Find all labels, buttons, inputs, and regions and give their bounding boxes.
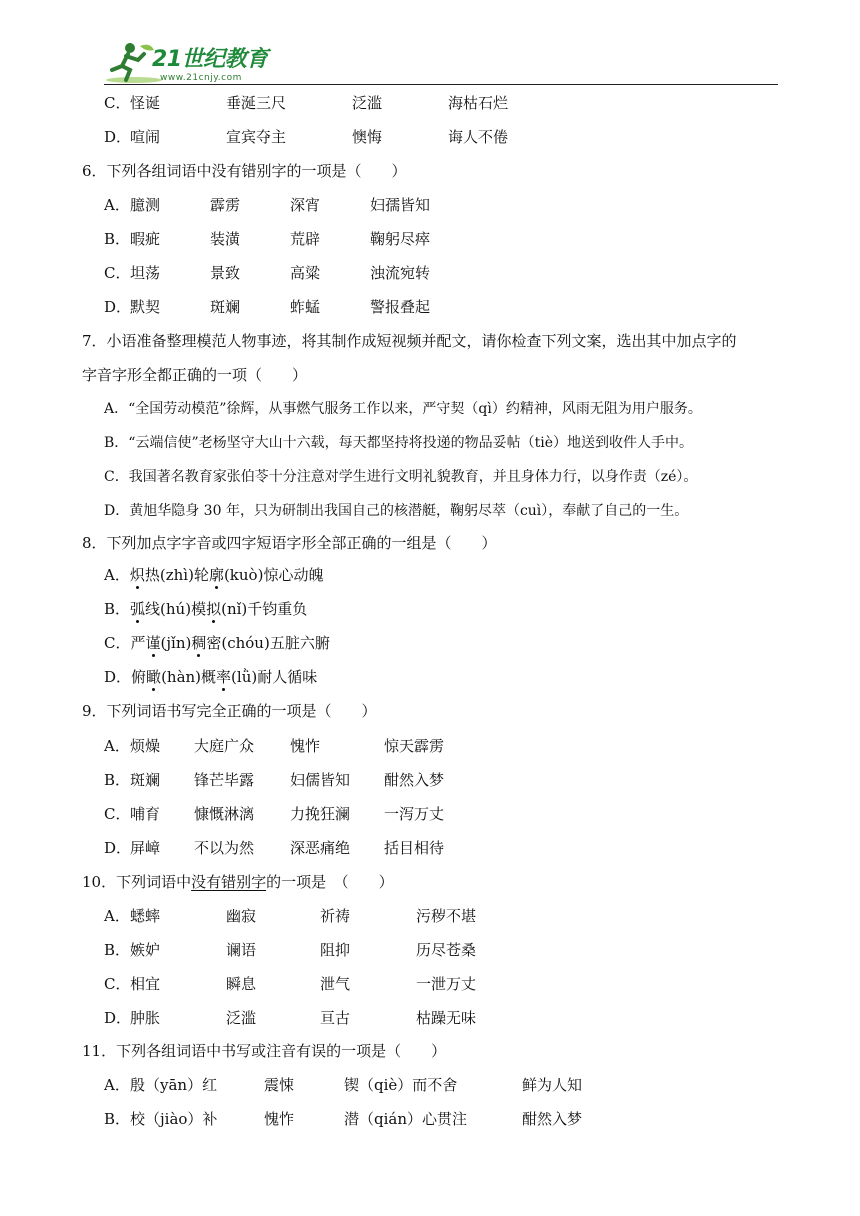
option-word: 宣宾夺主 [226,128,287,146]
dotted-char: 拟 [206,600,222,618]
option-word: 哺育 [130,805,161,823]
option-word: 鞠躬尽瘁 [370,230,431,248]
option-label: D． [104,298,132,316]
option-word: 斑斓 [210,298,241,316]
dotted-char: 炽 [129,566,145,584]
option-word: 高粱 [290,264,321,282]
option-row [104,565,323,587]
option-text: (kuò)惊心动魄 [223,566,324,584]
option-word: 锲（qiè）而不舍 [344,1076,458,1094]
option-word: 愧怍 [290,737,321,755]
option-word: 斑斓 [130,771,161,789]
option-text: (nǐ)千钧重负 [221,600,308,618]
option-word: 烦燥 [130,737,161,755]
option-word: 愧怍 [264,1110,295,1128]
option-row [104,599,307,621]
dotted-char: 廓 [208,566,224,584]
stem-text: 10．下列词语中 [82,873,192,891]
option-word: 鲜为人知 [522,1076,583,1094]
option-word: 暇疵 [130,230,161,248]
option-word: 臆测 [130,196,161,214]
option-word: 慷慨淋漓 [194,805,255,823]
dotted-char: 率 [216,668,232,686]
option-word: 懊悔 [352,128,383,146]
option-text: (hàn)概 [161,668,217,686]
option-text: (jǐn) [160,634,192,652]
option-word: 妇孺皆知 [370,196,431,214]
logo-text: 21世纪教育 [152,47,268,72]
option-sentence: D．黄旭华隐身 30 年，只为研制出我国自己的核潜艇，鞠躬尽萃（cuì），奉献了自己的一生。 [104,503,689,519]
option-word: 嫉妒 [130,941,161,959]
page-header [0,0,860,90]
option-word: 相宜 [130,975,161,993]
option-word: 大庭广众 [194,737,255,755]
option-row [104,667,317,689]
option-word: 警报叠起 [370,298,431,316]
option-word: 垂涎三尺 [226,94,287,112]
option-word: 不以为然 [194,839,255,857]
option-label: D． [104,839,132,857]
option-label: D． [104,128,132,146]
option-sentence: B．“云端信使”老杨坚守大山十六载，每天都坚持将投递的物品妥帖（tiè）地送到收件人手中。 [104,435,693,451]
option-word: 惊天霹雳 [384,737,445,755]
option-label: C． [104,975,131,993]
option-word: 默契 [130,298,161,316]
option-word: 荒辟 [290,230,321,248]
option-word: 泛滥 [352,94,383,112]
option-word: 泛滥 [226,1009,257,1027]
option-label: C． [104,94,131,112]
option-label: C． [104,634,131,652]
question-stem: 6．下列各组词语中没有错别字的一项是（ ） [82,162,407,180]
option-word: 蟋蟀 [130,907,161,925]
option-text: 线(hú)模 [145,600,207,618]
option-word: 酣然入梦 [384,771,445,789]
option-word: 括目相待 [384,839,445,857]
option-word: 泄气 [320,975,351,993]
option-label: C． [104,805,131,823]
question-stem: 8．下列加点字字音或四字短语字形全部正确的一组是（ ） [82,534,497,552]
question-stem: 11．下列各组词语中书写或注音有误的一项是（ ） [82,1042,447,1060]
header-rule [104,84,778,85]
option-label: A． [104,196,130,214]
dotted-char: 弧 [130,600,146,618]
option-label: A． [104,907,130,925]
option-word: 潜（qián）心贯注 [344,1110,468,1128]
option-word: 一泻万丈 [384,805,445,823]
option-word: 景致 [210,264,241,282]
option-label: A． [104,737,130,755]
option-word: 污秽不堪 [416,907,477,925]
option-label: B． [104,1110,131,1128]
option-word: 殷（yān）红 [130,1076,218,1094]
option-word: 海枯石烂 [448,94,509,112]
dotted-char: 稠 [191,634,207,652]
option-word: 幽寂 [226,907,257,925]
option-word: 祈祷 [320,907,351,925]
option-word: 装潢 [210,230,241,248]
option-word: 坦荡 [130,264,161,282]
option-label: D． [104,1009,132,1027]
option-label: A． [104,566,130,584]
dotted-char: 瞰 [146,668,162,686]
option-word: 瞬息 [226,975,257,993]
option-word: 蚱蜢 [290,298,321,316]
option-word: 一泄万丈 [416,975,477,993]
option-word: 震悚 [264,1076,295,1094]
option-label: C． [104,264,131,282]
option-word: 怪诞 [130,94,161,112]
option-text: 密(chóu)五脏六腑 [206,634,330,652]
option-label: B． [104,600,131,618]
option-word: 诲人不倦 [448,128,509,146]
question-stem-continued: 字音字形全都正确的一项（ ） [82,366,308,384]
option-sentence: C．我国著名教育家张伯苓十分注意对学生进行文明礼貌教育，并且身体力行，以身作责（zé）。 [104,469,698,485]
option-word: 阻抑 [320,941,351,959]
option-word: 枯躁无味 [416,1009,477,1027]
option-text: 严 [130,634,146,652]
option-label: D． [104,668,132,686]
question-stem: 9．下列词语书写完全正确的一项是（ ） [82,702,377,720]
option-sentence: A．“全国劳动模范”徐辉，从事燃气服务工作以来，严守契（qì）约精神，风雨无阻为用户服务。 [104,401,702,417]
option-text: (lǜ)耐人循味 [231,668,318,686]
option-word: 深恶痛绝 [290,839,351,857]
option-word: 力挽狂澜 [290,805,351,823]
option-label: B． [104,941,131,959]
option-word: 浊流宛转 [370,264,431,282]
option-word: 亘古 [320,1009,351,1027]
dotted-char: 谨 [145,634,161,652]
option-word: 锋芒毕露 [194,771,255,789]
logo-url: www.21cnjy.com [160,73,242,83]
option-word: 肿胀 [130,1009,161,1027]
option-word: 校（jiào）补 [130,1110,218,1128]
question-stem [82,872,394,894]
option-text: 俯 [131,668,147,686]
option-word: 深宵 [290,196,321,214]
stem-text: 的一项是 （ ） [266,873,394,891]
option-word: 谰语 [226,941,257,959]
question-stem: 7．小语准备整理模范人物事迹，将其制作成短视频并配文，请你检查下列文案，选出其中加点字的 [82,332,737,350]
option-word: 历尽苍桑 [416,941,477,959]
underlined-phrase: 没有错别字 [191,873,267,891]
option-row [104,633,330,655]
option-label: B． [104,771,131,789]
option-text: 热(zhì)轮 [144,566,209,584]
option-word: 屏嶂 [130,839,161,857]
option-label: B． [104,230,131,248]
option-word: 酣然入梦 [522,1110,583,1128]
option-word: 喧闹 [130,128,161,146]
option-label: A． [104,1076,130,1094]
option-word: 霹雳 [210,196,241,214]
option-word: 妇儒皆知 [290,771,351,789]
